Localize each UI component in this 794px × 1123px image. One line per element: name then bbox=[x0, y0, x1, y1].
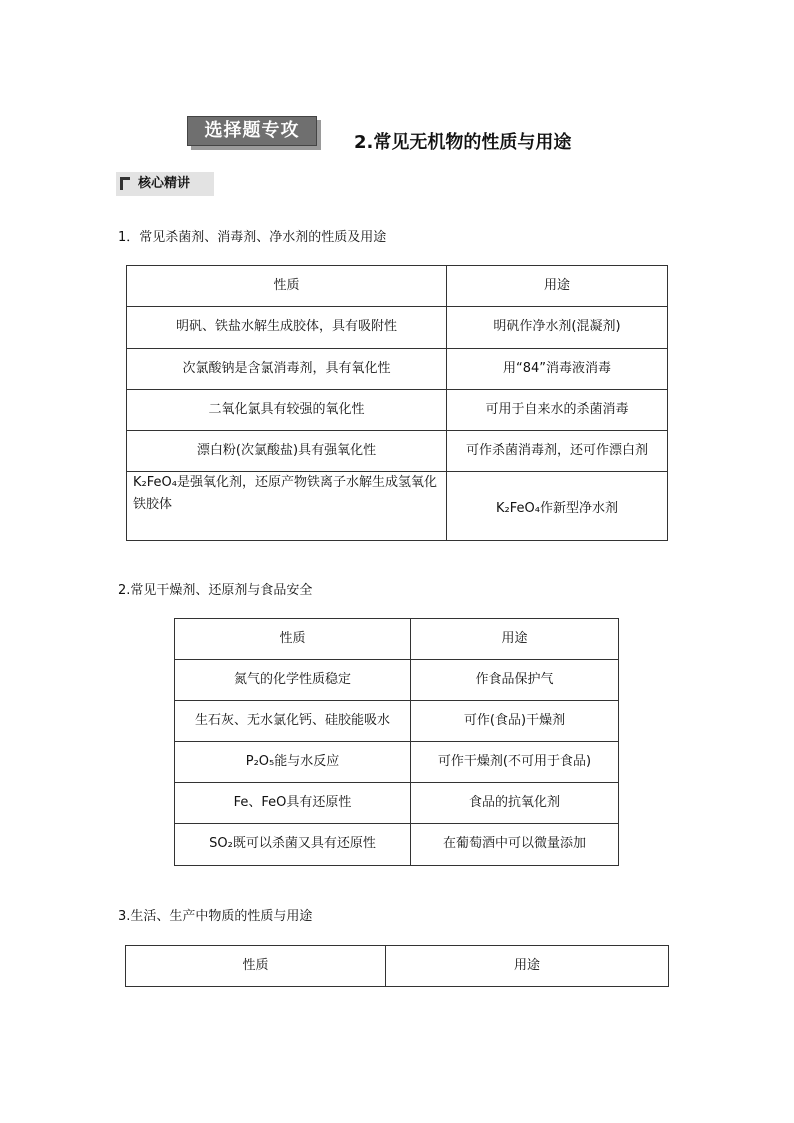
cell-use: 可作(食品)干燥剂 bbox=[411, 701, 619, 742]
cell-use: 用“84”消毒液消毒 bbox=[447, 349, 668, 390]
cell-use: 作食品保护气 bbox=[411, 660, 619, 701]
section-badge bbox=[187, 116, 321, 150]
column-header-property: 性质 bbox=[126, 946, 386, 987]
table-3 bbox=[125, 945, 669, 987]
page-title: 2.常见无机物的性质与用途 bbox=[354, 132, 572, 153]
cell-property: 氮气的化学性质稳定 bbox=[175, 660, 411, 701]
cell-use: 在葡萄酒中可以微量添加 bbox=[411, 824, 619, 866]
table-header-row bbox=[175, 619, 619, 660]
column-header-use: 用途 bbox=[447, 266, 668, 307]
cell-property: 漂白粉(次氯酸盐)具有强氧化性 bbox=[127, 431, 447, 472]
column-header-use: 用途 bbox=[411, 619, 619, 660]
section-tag-label: 核心精讲 bbox=[138, 176, 191, 191]
table-row bbox=[127, 472, 668, 541]
section-3-heading: 3.生活、生产中物质的性质与用途 bbox=[118, 909, 313, 924]
cell-property: 次氯酸钠是含氯消毒剂，具有氧化性 bbox=[127, 349, 447, 390]
table-row bbox=[127, 349, 668, 390]
table-header-row bbox=[126, 946, 669, 987]
table-2 bbox=[174, 618, 619, 866]
section-1-heading: 1．常见杀菌剂、消毒剂、净水剂的性质及用途 bbox=[118, 230, 387, 245]
column-header-property: 性质 bbox=[175, 619, 411, 660]
table-row bbox=[175, 701, 619, 742]
cell-property: Fe、FeO具有还原性 bbox=[175, 783, 411, 824]
corner-bracket-icon bbox=[120, 177, 130, 190]
cell-property: 二氧化氯具有较强的氧化性 bbox=[127, 390, 447, 431]
cell-use: 食品的抗氧化剂 bbox=[411, 783, 619, 824]
cell-property: 生石灰、无水氯化钙、硅胶能吸水 bbox=[175, 701, 411, 742]
cell-property: SO₂既可以杀菌又具有还原性 bbox=[175, 824, 411, 866]
table-row bbox=[175, 783, 619, 824]
cell-use: 可作干燥剂(不可用于食品) bbox=[411, 742, 619, 783]
cell-property: 明矾、铁盐水解生成胶体，具有吸附性 bbox=[127, 307, 447, 349]
cell-use: 可用于自来水的杀菌消毒 bbox=[447, 390, 668, 431]
cell-property: K₂FeO₄是强氧化剂，还原产物铁离子水解生成氢氧化铁胶体 bbox=[127, 472, 447, 541]
cell-use: 明矾作净水剂(混凝剂) bbox=[447, 307, 668, 349]
section-2-heading: 2.常见干燥剂、还原剂与食品安全 bbox=[118, 583, 313, 598]
column-header-use: 用途 bbox=[386, 946, 669, 987]
cell-use: 可作杀菌消毒剂，还可作漂白剂 bbox=[447, 431, 668, 472]
table-1 bbox=[126, 265, 668, 541]
cell-use: K₂FeO₄作新型净水剂 bbox=[447, 472, 668, 541]
table-row bbox=[127, 431, 668, 472]
section-tag bbox=[116, 172, 214, 196]
column-header-property: 性质 bbox=[127, 266, 447, 307]
table-row bbox=[175, 824, 619, 866]
table-row bbox=[175, 660, 619, 701]
table-row bbox=[175, 742, 619, 783]
badge-label: 选择题专攻 bbox=[187, 116, 317, 146]
table-row bbox=[127, 307, 668, 349]
cell-property: P₂O₅能与水反应 bbox=[175, 742, 411, 783]
table-header-row bbox=[127, 266, 668, 307]
table-row bbox=[127, 390, 668, 431]
